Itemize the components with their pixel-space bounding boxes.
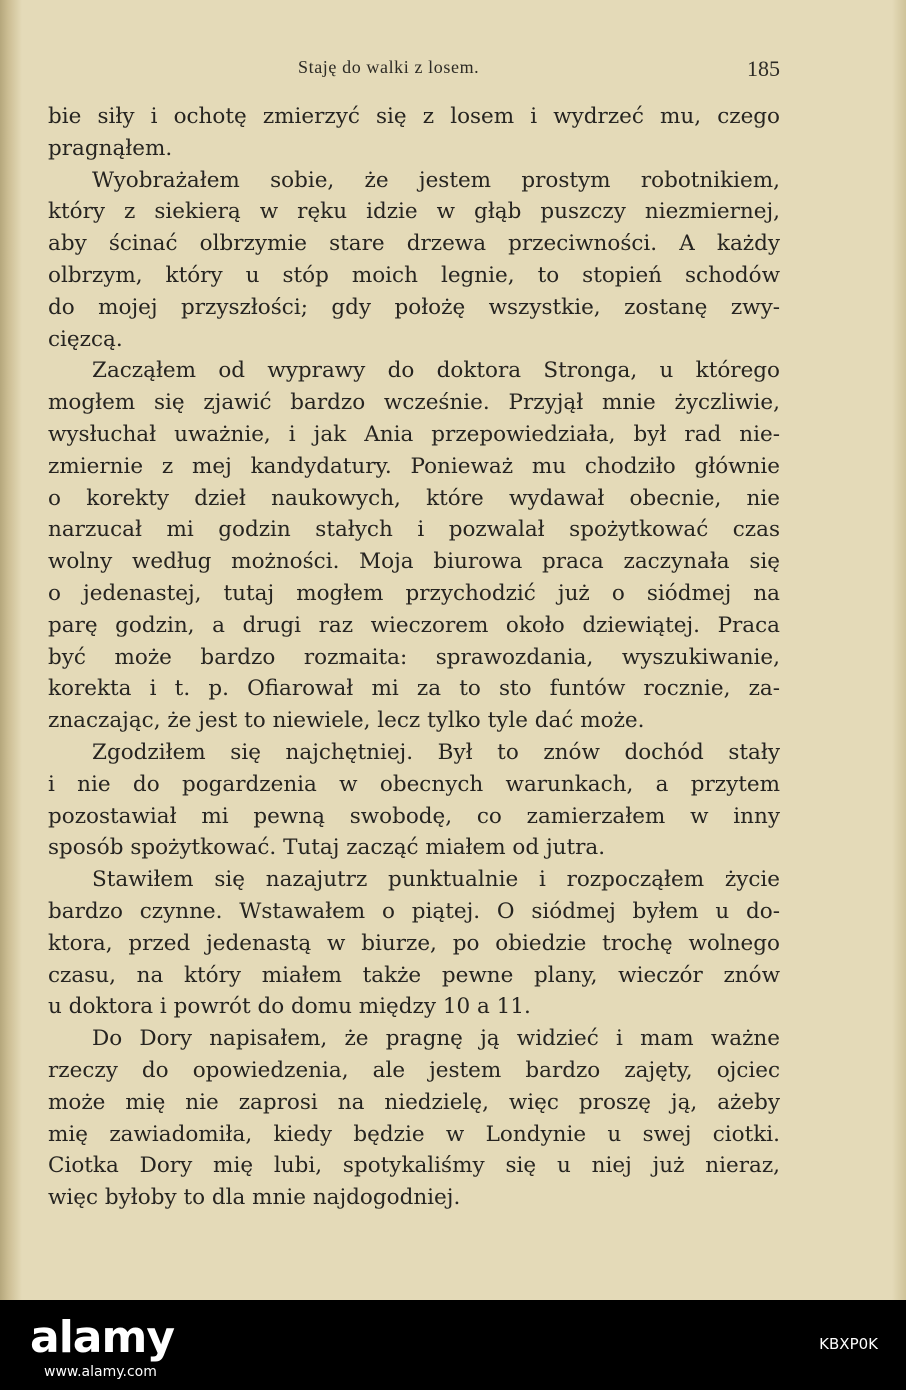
text-line: mię zawiadomiła, kiedy będzie w Londynie u swej ciotki. xyxy=(48,1121,780,1147)
text-line: mogłem się zjawić bardzo wcześnie. Przyjął mnie życzliwie, xyxy=(48,390,780,416)
running-title: Staję do walki z losem. xyxy=(298,57,480,77)
text-line: parę godzin, a drugi raz wieczorem około dziewiątej. Praca xyxy=(48,612,780,638)
page-edge-shadow xyxy=(892,0,906,1300)
text-line: korekta i t. p. Ofiarował mi za to sto funtów rocznie, za- xyxy=(48,676,780,702)
text-line: być może bardzo rozmaita: sprawozdania, wyszukiwanie, xyxy=(48,644,780,670)
text-line: cięzcą. xyxy=(48,326,123,352)
text-line: zmiernie z mej kandydatury. Ponieważ mu chodziło głównie xyxy=(48,453,780,479)
text-line: Ciotka Dory mię lubi, spotykaliśmy się u niej już nieraz, xyxy=(48,1153,780,1179)
text-line: więc byłoby to dla mnie najdogodniej. xyxy=(48,1185,461,1211)
text-line: sposób spożytkować. Tutaj zacząć miałem od jutra. xyxy=(48,835,606,861)
page-number: 185 xyxy=(747,56,780,81)
text-line: narzucał mi godzin stałych i pozwalał spożytkować czas xyxy=(48,517,780,543)
text-line: u doktora i powrót do domu między 10 a 11. xyxy=(48,994,531,1020)
watermark-url: www.alamy.com xyxy=(44,1364,157,1380)
text-line: o jedenastej, tutaj mogłem przychodzić już o siódmej na xyxy=(48,580,780,606)
text-line: który z siekierą w ręku idzie w głąb puszczy niezmiernej, xyxy=(48,199,780,225)
text-line: czasu, na który miałem także pewne plany, wieczór znów xyxy=(48,962,780,988)
text-line: wysłuchał uważnie, i jak Ania przepowiedziała, był rad nie- xyxy=(48,421,780,447)
text-line: Zacząłem od wyprawy do doktora Stronga, u którego xyxy=(92,358,780,384)
text-line: do mojej przyszłości; gdy położę wszystkie, zostanę zwy- xyxy=(48,294,780,320)
text-line: Stawiłem się nazajutrz punktualnie i rozpocząłem życie xyxy=(92,867,780,893)
text-line: Wyobrażałem sobie, że jestem prostym robotnikiem, xyxy=(92,167,780,193)
text-line: Do Dory napisałem, że pragnę ją widzieć i mam ważne xyxy=(92,1026,780,1052)
text-line: pragnąłem. xyxy=(48,135,173,161)
text-line: ktora, przed jedenastą w biurze, po obiedzie trochę wolnego xyxy=(48,930,780,956)
text-line: o korekty dzieł naukowych, które wydawał obecnie, nie xyxy=(48,485,780,511)
image-id: KBXP0K xyxy=(819,1335,878,1353)
text-line: i nie do pogardzenia w obecnych warunkach, a przytem xyxy=(48,771,780,797)
page-gutter-shadow xyxy=(0,0,22,1300)
body-text xyxy=(48,101,780,1214)
text-line: bie siły i ochotę zmierzyć się z losem i wydrzeć mu, czego xyxy=(48,104,780,129)
text-line: Zgodziłem się najchętniej. Był to znów dochód stały xyxy=(92,739,780,765)
text-line: pozostawiał mi pewną swobodę, co zamierzałem w inny xyxy=(48,803,780,829)
text-line: może mię nie zaprosi na niedzielę, więc proszę ją, ażeby xyxy=(48,1089,780,1115)
text-line: bardzo czynne. Wstawałem o piątej. O siódmej byłem u do- xyxy=(48,898,780,924)
text-line: znaczając, że jest to niewiele, lecz tylko tyle dać może. xyxy=(48,708,645,734)
text-line: wolny według możności. Moja biurowa praca zaczynała się xyxy=(48,549,780,575)
text-line: aby ścinać olbrzymie stare drzewa przeciwności. A każdy xyxy=(48,231,780,257)
alamy-logo: alamy xyxy=(30,1312,174,1363)
text-line: olbrzym, który u stóp moich legnie, to stopień schodów xyxy=(48,262,780,288)
text-line: rzeczy do opowiedzenia, ale jestem bardzo zajęty, ojciec xyxy=(48,1057,780,1083)
